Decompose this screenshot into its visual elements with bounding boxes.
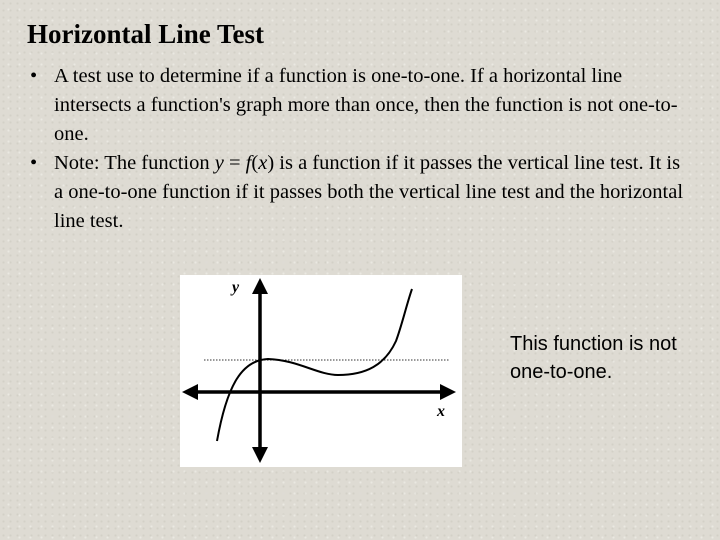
bullet-text: A test use to determine if a function is one-to-one. If a horizontal line intersects a function's graph more than once, then the function is not one-to-one. [54,65,678,145]
bullet-text-before: Note: The function [54,152,215,174]
bullet-marker: • [30,152,38,174]
math-paren-open: ( [251,152,259,174]
y-axis-top-arrow [252,278,268,294]
math-paren-close: ) [267,152,275,174]
x-axis-left-arrow [182,384,198,400]
y-axis-label: y [232,279,240,296]
bullet-text-after: is a function if it passes the vertical line test. It is a one-to-one function if it passes both the vertical line test and the horizontal line test. [54,152,684,232]
bullet-item [30,62,690,149]
x-axis-right-arrow [440,384,456,400]
math-y: y [214,152,224,174]
math-x: x [258,152,268,174]
bullet-marker: • [30,65,38,87]
math-equals: = [223,152,246,174]
function-graph [180,275,462,467]
bullet-list [30,62,690,236]
x-axis-label: x [437,403,445,420]
bullet-item [30,149,690,236]
y-axis-bottom-arrow [252,447,268,463]
figure-caption: This function is not one-to-one. [510,333,677,383]
slide-title: Horizontal Line Test [27,19,265,49]
math-f: f [245,152,252,174]
function-curve [217,289,412,441]
function-graph-figure [180,275,462,467]
